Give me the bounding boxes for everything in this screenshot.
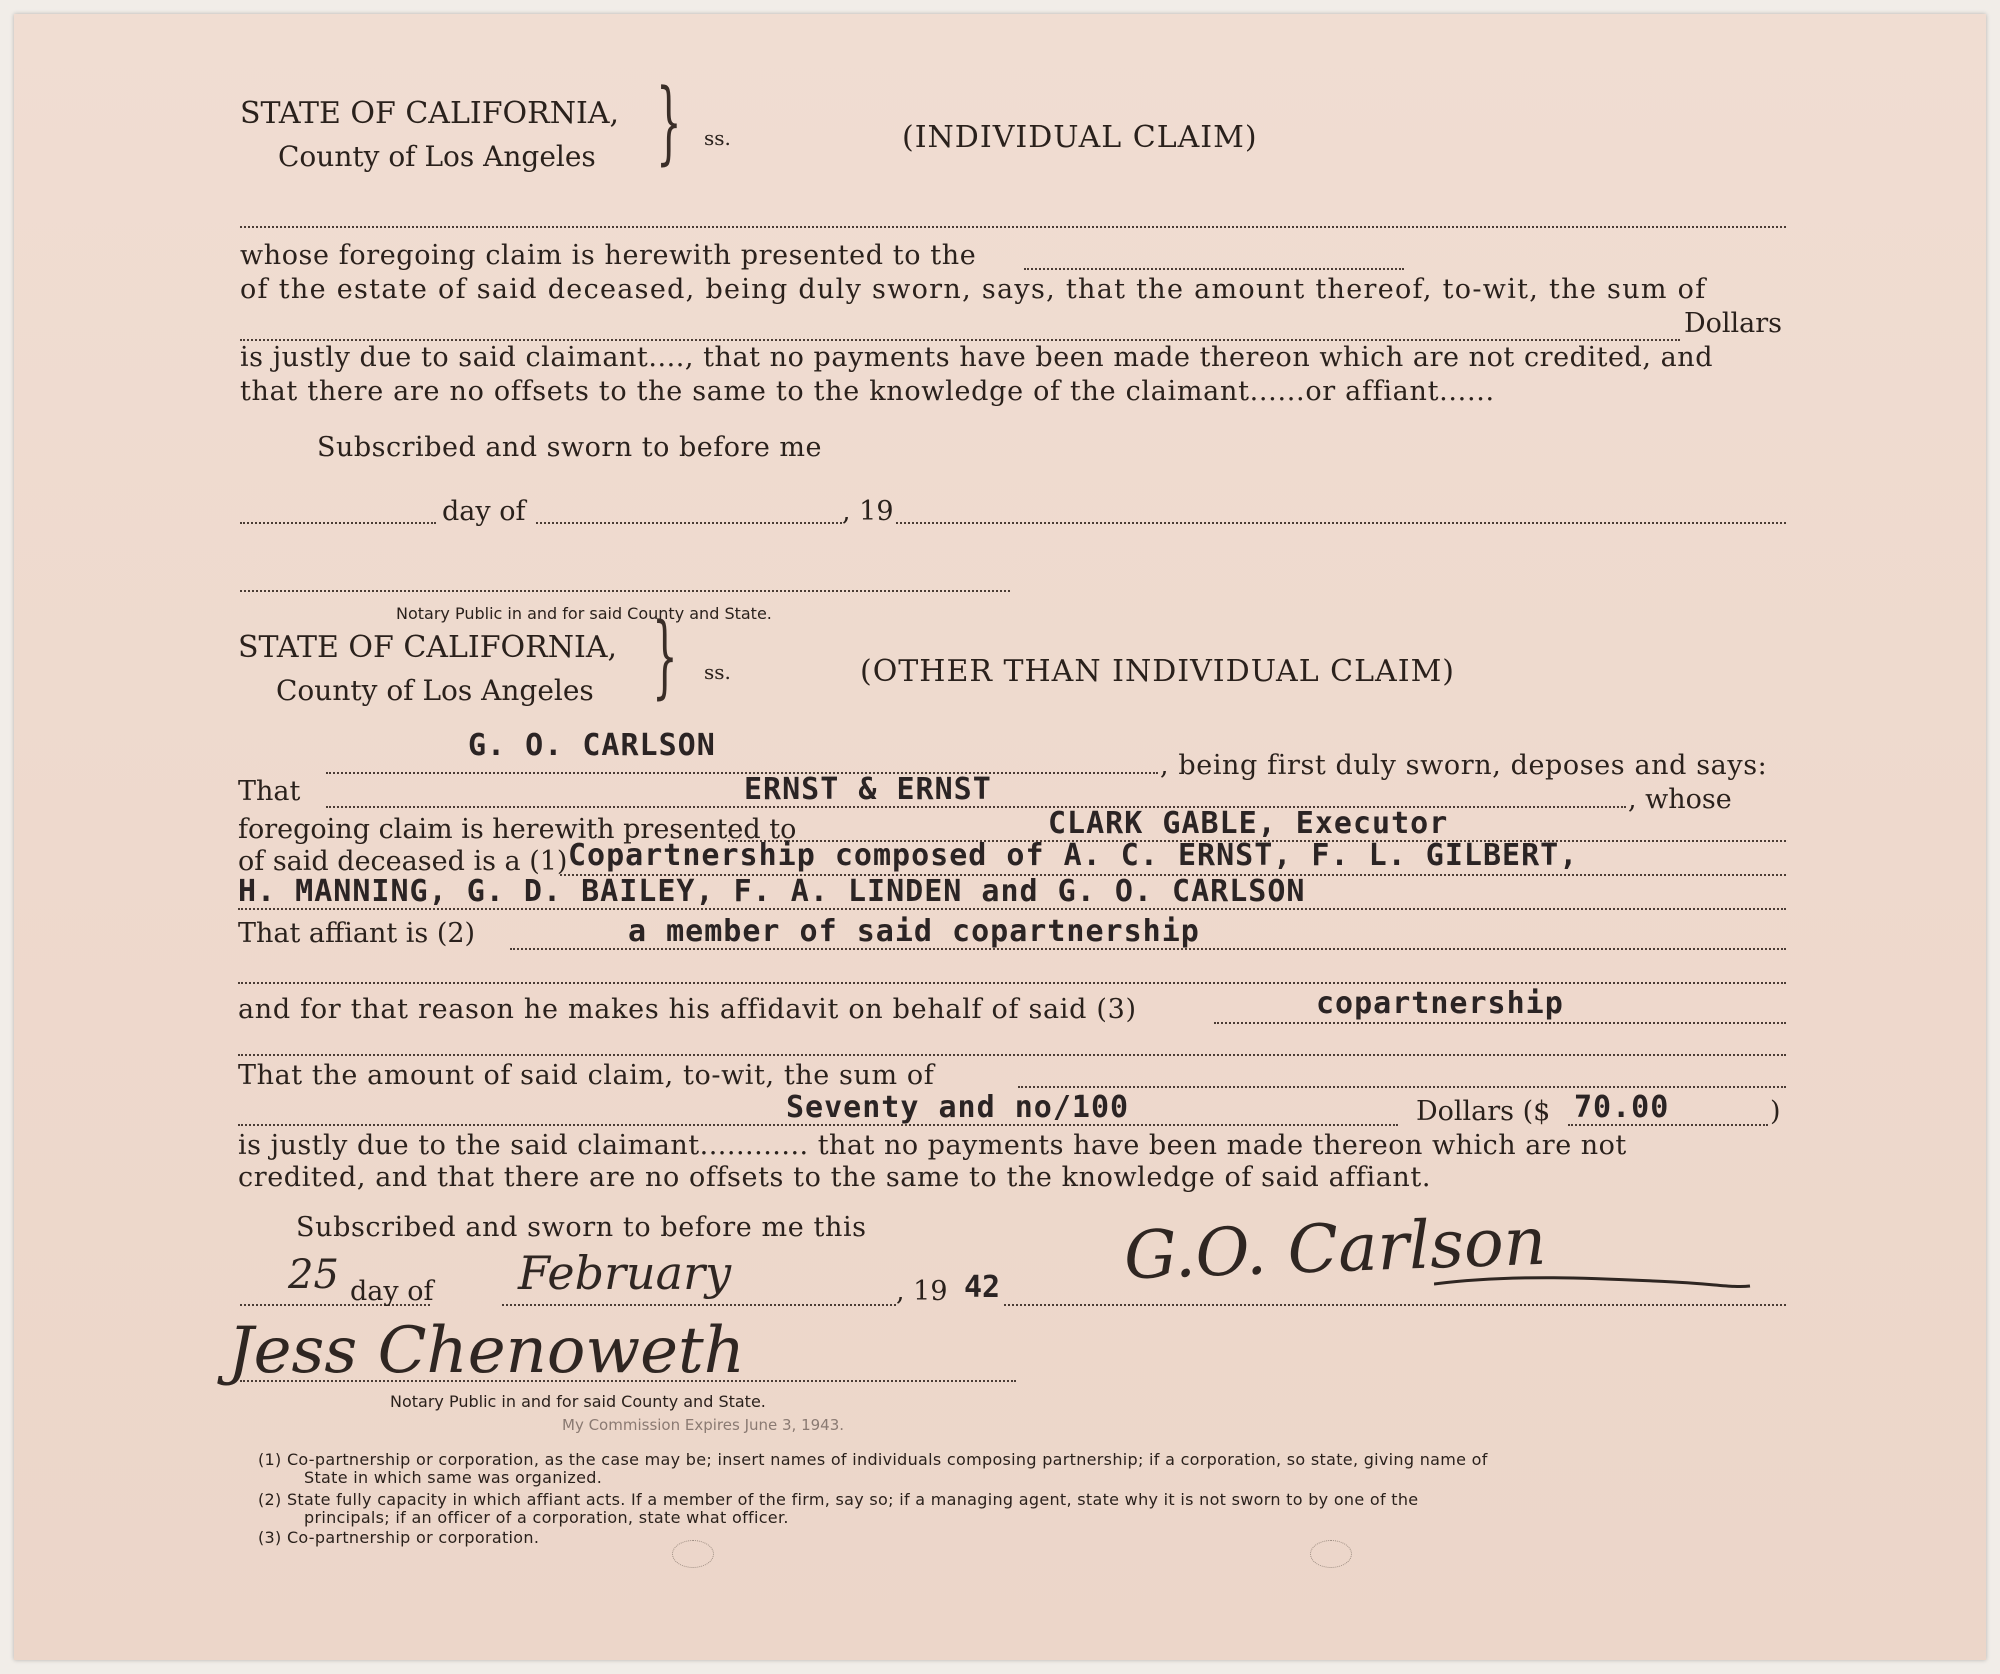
amount-figure-typed: 70.00 (1574, 1090, 1670, 1125)
month-field[interactable] (502, 1304, 896, 1306)
subscribed-label: Subscribed and sworn to before me this (296, 1212, 867, 1243)
presented-to-label: foregoing claim is herewith presented to (238, 814, 797, 845)
signature-flourish-icon (1434, 1264, 1754, 1304)
year-field[interactable] (896, 522, 1786, 524)
amount-label: That the amount of said claim, to-wit, the sum of (238, 1060, 935, 1091)
document-page (14, 14, 1986, 1660)
affiant-is-label: That affiant is (2) (238, 918, 476, 949)
behalf-typed: copartnership (1316, 986, 1564, 1021)
ss-label: ss. (704, 660, 731, 684)
composition-typed-2: H. MANNING, G. D. BAILEY, F. A. LINDEN and G. O. CARLSON (238, 874, 1306, 909)
sum-field[interactable] (240, 339, 1680, 341)
month-handwritten: February (518, 1246, 732, 1300)
year-label: , 19 (842, 496, 894, 527)
affiant-signature: G.O. Carlson (1122, 1202, 1548, 1295)
state-heading: STATE OF CALIFORNIA, (238, 630, 618, 665)
ss-label: ss. (704, 126, 731, 150)
notary-signature-line[interactable] (240, 1380, 1016, 1382)
behalf-label: and for that reason he makes his affidavit on behalf of said (3) (238, 994, 1137, 1025)
footnote-2-cont: principals; if an officer of a corporation, state what officer. (304, 1508, 789, 1527)
affiant-name-field[interactable] (326, 772, 1158, 774)
presented-to-typed: CLARK GABLE, Executor (1048, 806, 1449, 841)
notary-signature: Jess Chenoweth (228, 1314, 745, 1388)
month-field[interactable] (536, 522, 842, 524)
state-heading: STATE OF CALIFORNIA, (240, 96, 620, 131)
amount-words-field[interactable] (238, 1124, 1398, 1126)
affiant-is-field[interactable] (510, 948, 1786, 950)
subscribed-label: Subscribed and sworn to before me (317, 432, 823, 463)
year-typed: 42 (964, 1270, 1001, 1305)
deceased-label: of said deceased is a (1) (238, 846, 568, 877)
footnote-3: (3) Co-partnership or corporation. (258, 1528, 540, 1547)
offsets-line: that there are no offsets to the same to the knowledge of the claimant......or affiant...... (240, 376, 1495, 407)
blank-line[interactable] (238, 1054, 1786, 1056)
notary-signature-line[interactable] (240, 590, 1010, 592)
amount-figure-field[interactable] (1568, 1124, 1768, 1126)
claim-type-other: (OTHER THAN INDIVIDUAL CLAIM) (860, 654, 1455, 689)
amount-top-field[interactable] (1018, 1086, 1786, 1088)
behalf-field[interactable] (1214, 1022, 1786, 1024)
that-label: That (238, 776, 301, 807)
county-heading: County of Los Angeles (276, 674, 594, 707)
credited-line: credited, and that there are no offsets to the same to the knowledge of said affiant. (238, 1162, 1432, 1193)
punch-hole-icon (1310, 1540, 1352, 1568)
justly-due-line: is justly due to said claimant...., that no payments have been made thereon which are not credited, and (240, 342, 1714, 373)
first-sworn-label: , being first duly sworn, deposes and says: (1160, 750, 1768, 781)
claim-type-individual: (INDIVIDUAL CLAIM) (902, 120, 1258, 155)
amount-words-typed: Seventy and no/100 (786, 1090, 1130, 1125)
affiant-name-typed: G. O. CARLSON (468, 728, 716, 763)
notary-caption: Notary Public in and for said County and State. (390, 1392, 766, 1411)
year-field[interactable] (1004, 1304, 1786, 1306)
affiant-is-typed: a member of said copartnership (628, 914, 1200, 949)
footnote-2: (2) State fully capacity in which affiant acts. If a member of the firm, say so; if a managing agent, state why it is not sworn to by one of the (258, 1490, 1419, 1509)
brace-icon: } (656, 70, 682, 175)
commission-stamp: My Commission Expires June 3, 1943. (562, 1416, 845, 1434)
day-handwritten: 25 (288, 1252, 339, 1298)
blank-line[interactable] (238, 982, 1786, 984)
footnote-1-cont: State in which same was organized. (304, 1468, 603, 1487)
estate-line: of the estate of said deceased, being duly sworn, says, that the amount thereof, to-wit, the sum of (240, 274, 1707, 305)
blank-line[interactable] (240, 226, 1786, 228)
presented-to-field[interactable] (1024, 268, 1404, 270)
brace-icon: } (652, 604, 678, 709)
day-of-label: day of (350, 1276, 434, 1307)
notary-caption: Notary Public in and for said County and State. (396, 604, 772, 623)
due-line: is justly due to the said claimant............ that no payments have been made thereon which are not (238, 1130, 1627, 1161)
punch-hole-icon (672, 1540, 714, 1568)
day-field[interactable] (240, 522, 436, 524)
whose-label: , whose (1628, 784, 1732, 815)
composition-typed-1: Copartnership composed of A. C. ERNST, F. L. GILBERT, (568, 838, 1579, 873)
presented-line: whose foregoing claim is herewith presented to the (240, 240, 977, 271)
day-of-label: day of (442, 496, 526, 527)
county-heading: County of Los Angeles (278, 140, 596, 173)
composition-field-2[interactable] (238, 908, 1786, 910)
dollars-close: ) (1770, 1096, 1781, 1127)
dollars-label: Dollars (1684, 308, 1783, 339)
dollars-label: Dollars ($ (1416, 1096, 1551, 1127)
claimant-typed: ERNST & ERNST (744, 772, 992, 807)
footnote-1: (1) Co-partnership or corporation, as the case may be; insert names of individuals composing partnership; if a corporation, so state, giving name of (258, 1450, 1488, 1469)
year-label: , 19 (896, 1276, 948, 1307)
